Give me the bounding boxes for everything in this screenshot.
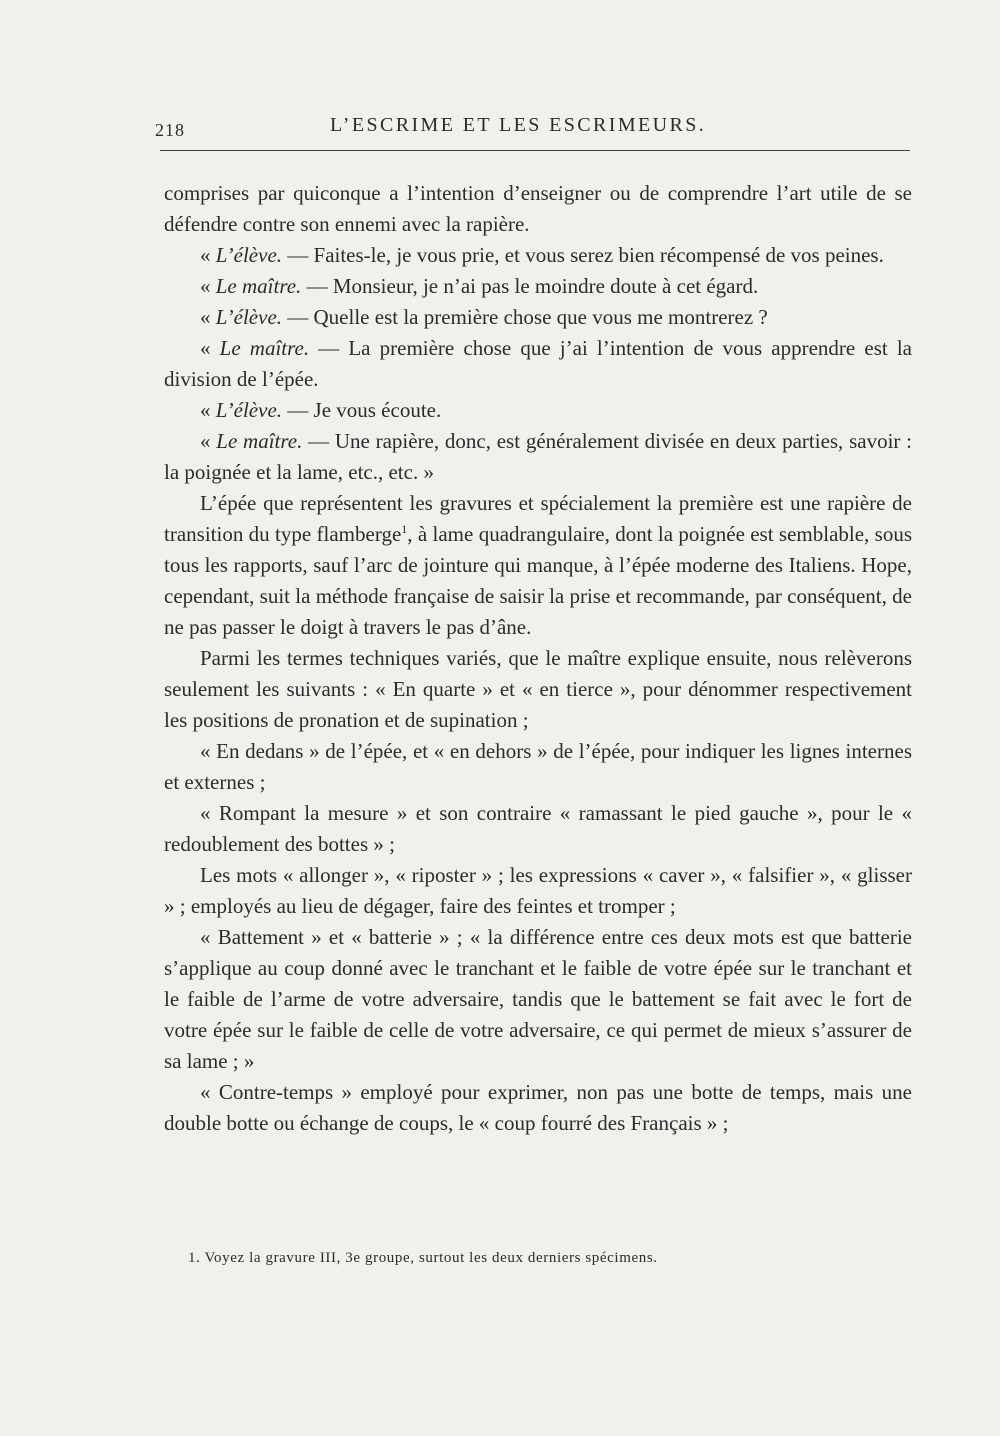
dialogue-line	[164, 240, 912, 271]
speaker-name: Le maître.	[216, 429, 303, 453]
quote-mark: «	[200, 243, 216, 267]
paragraph: Les mots « allonger », « riposter » ; les expressions « caver », « falsifier », « glisser » ; employés au lieu de dégager, faire des feintes et tromper ;	[164, 863, 912, 918]
paragraph: Parmi les termes techniques variés, que le maître explique ensuite, nous relèverons seulement les suivants : « En quarte » et « en tierce », pour dénommer respectivement les positions de pronation et de supination ;	[164, 646, 912, 732]
paragraph: « Battement » et « batterie » ; « la différence entre ces deux mots est que batterie s’applique au coup donné avec le tranchant et le faible de votre épée sur le tranchant et le faible de l’arme de votre adversaire, tandis que le battement se fait avec le fort de votre épée sur le faible de celle de votre adversaire, ce qui permet de mieux s’assurer de sa lame ; »	[164, 925, 912, 1073]
speaker-name: L’élève.	[215, 243, 283, 267]
body-text	[164, 178, 912, 1139]
dialogue-text: — Une rapière, donc, est généralement divisée en deux parties, savoir : la poignée et la lame, etc., etc. »	[164, 429, 912, 484]
quote-mark: «	[200, 429, 217, 453]
dialogue-line	[164, 302, 912, 333]
dialogue-line	[164, 333, 912, 395]
dialogue-line	[164, 271, 912, 302]
speaker-name: Le maître.	[219, 336, 310, 360]
speaker-name: L’élève.	[215, 398, 283, 422]
dialogue-text: — Faites-le, je vous prie, et vous serez bien récompensé de vos peines.	[282, 243, 884, 267]
running-title: L’ESCRIME ET LES ESCRIMEURS.	[330, 114, 707, 136]
footnote-reference: 1	[401, 522, 408, 536]
dialogue-text: — Monsieur, je n’ai pas le moindre doute à cet égard.	[301, 274, 759, 298]
header-rule	[160, 150, 910, 151]
page-number: 218	[155, 120, 185, 140]
paragraph: « Contre-temps » employé pour exprimer, non pas une botte de temps, mais une double botte ou échange de coups, le « coup fourré des Français » ;	[164, 1080, 912, 1135]
dialogue-text: — Je vous écoute.	[282, 398, 442, 422]
paragraph: « Rompant la mesure » et son contraire « ramassant le pied gauche », pour le « redoublement des bottes » ;	[164, 801, 912, 856]
quote-mark: «	[200, 398, 216, 422]
dialogue-line	[164, 426, 912, 488]
paragraph-continuation: comprises par quiconque a l’intention d’enseigner ou de comprendre l’art utile de se défendre contre son ennemi avec la rapière.	[164, 181, 912, 236]
paragraph: L’épée que représentent les gravures et spécialement la première est une rapière de transition du type flamberge$^1$, à lame quadrangulaire, dont la poignée est semblable, sous tous les rapports, sauf l’arc de jointure qui manque, à l’épée moderne des Italiens. Hope, cependant, suit la méthode française de saisir la prise et recommande, par conséquent, de ne pas passer le doigt à travers le pas d’âne.	[164, 491, 912, 639]
quote-mark: «	[200, 305, 216, 329]
dialogue-text: — La première chose que j’ai l’intention de vous apprendre est la division de l’épée.	[164, 336, 912, 391]
quote-mark: «	[200, 336, 220, 360]
speaker-name: L’élève.	[215, 305, 283, 329]
dialogue-text: — Quelle est la première chose que vous me montrerez ?	[282, 305, 768, 329]
page-header	[155, 114, 912, 144]
speaker-name: Le maître.	[215, 274, 302, 298]
dialogue-line	[164, 395, 912, 426]
quote-mark: «	[200, 274, 216, 298]
footnote: 1. Voyez la gravure III, 3e groupe, surtout les deux derniers spécimens.	[188, 1250, 658, 1266]
paragraph: « En dedans » de l’épée, et « en dehors » de l’épée, pour indiquer les lignes internes et externes ;	[164, 739, 912, 794]
